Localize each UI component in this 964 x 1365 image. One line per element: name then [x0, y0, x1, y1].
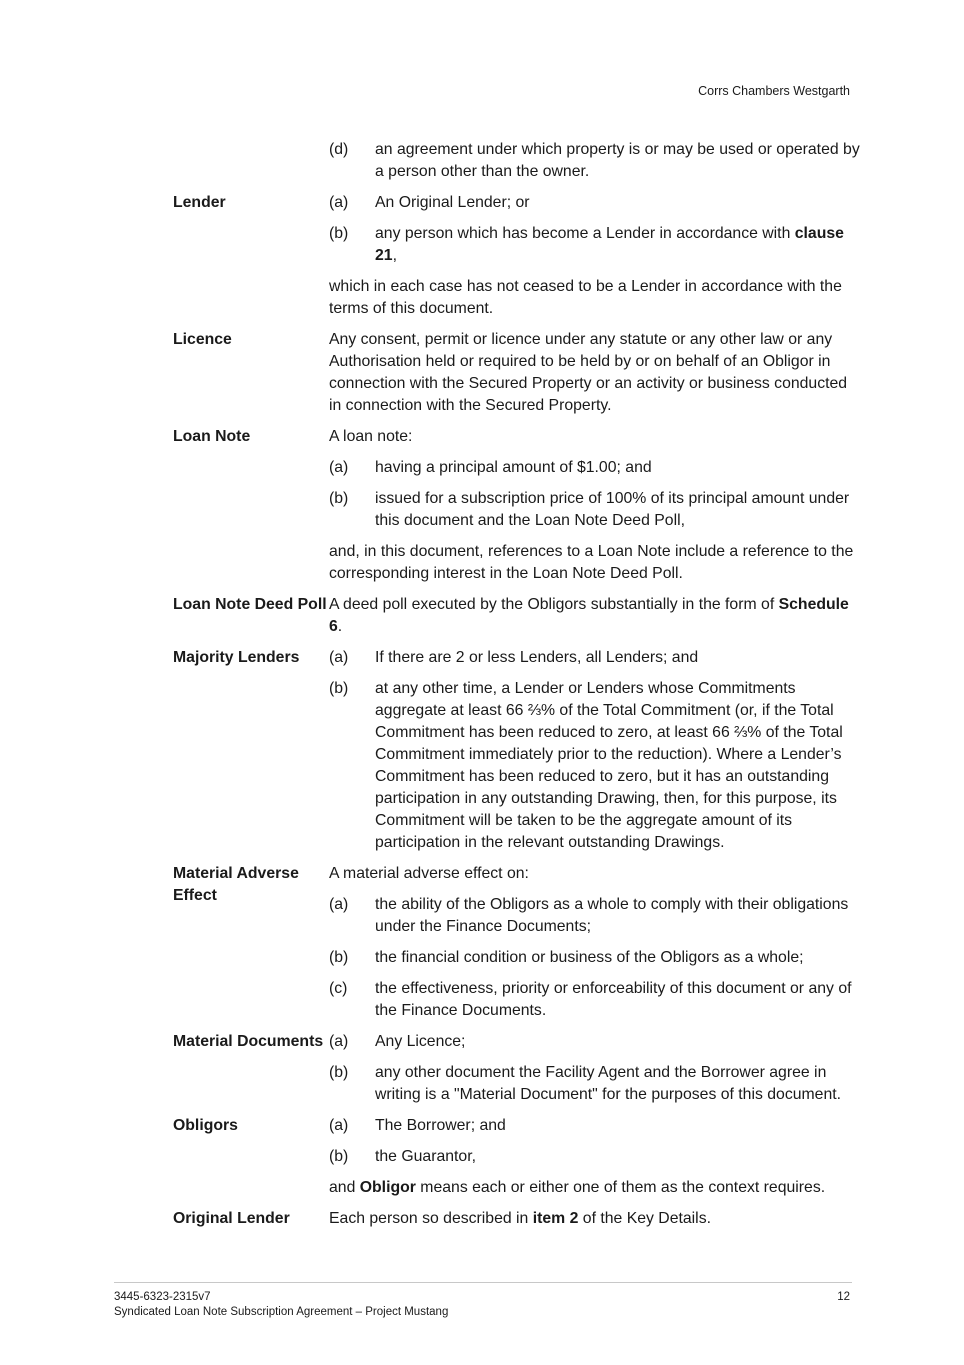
definition-term: Lender: [173, 194, 226, 211]
item-label: (a): [329, 194, 349, 211]
item-label: (a): [329, 459, 349, 476]
definition-text: A deed poll executed by the Obligors substantially in the form of Schedule 6.: [329, 596, 849, 635]
item-text: issued for a subscription price of 100% of its principal amount under this document and the Loan Note Deed Poll,: [375, 490, 850, 529]
item-label: (b): [329, 225, 349, 242]
item-text: An Original Lender; or: [375, 194, 530, 211]
definition-material-documents: [173, 1031, 863, 1106]
definition-tail: and Obligor means each or either one of them as the context requires.: [329, 1179, 826, 1196]
item-label: (c): [329, 980, 348, 997]
definition-material-adverse-effect: [173, 863, 863, 1022]
definition-licence: [173, 329, 863, 417]
list-item: [329, 647, 861, 669]
list-item: [329, 457, 861, 479]
item-text: the Guarantor,: [375, 1148, 476, 1165]
definition-tail: and, in this document, references to a Loan Note include a reference to the corresponding interest in the Loan Note Deed Poll.: [329, 543, 854, 582]
definition-obligors: [173, 1115, 863, 1199]
list-item: [329, 947, 861, 969]
definition-loan-note-deed-poll: [173, 594, 863, 638]
list-item: [329, 678, 861, 854]
list-item: [329, 139, 861, 183]
list-item: [329, 1146, 861, 1168]
item-label: (a): [329, 896, 349, 913]
definition-tail: which in each case has not ceased to be a Lender in accordance with the terms of this document.: [329, 278, 842, 317]
item-text: The Borrower; and: [375, 1117, 506, 1134]
definition-text: Each person so described in item 2 of the Key Details.: [329, 1210, 711, 1227]
item-text: having a principal amount of $1.00; and: [375, 459, 652, 476]
list-item: [329, 488, 861, 532]
definition-term: Licence: [173, 331, 232, 348]
schedule-reference: Schedule 6: [329, 596, 849, 635]
item-text: the ability of the Obligors as a whole to comply with their obligations under the Finance Documents;: [375, 896, 849, 935]
definition-continuation: [173, 139, 863, 183]
list-item: [329, 1031, 861, 1053]
definition-loan-note: [173, 426, 863, 585]
definition-lender: [173, 192, 863, 320]
footer-divider: [114, 1282, 852, 1283]
list-item: [329, 192, 861, 214]
footer-doc-id: 3445-6323-2315v7: [114, 1291, 211, 1303]
definition-original-lender: [173, 1208, 863, 1230]
item-label: (b): [329, 490, 349, 507]
item-label: (b): [329, 680, 349, 697]
clause-reference: clause 21: [375, 225, 844, 264]
footer-left: [114, 1290, 448, 1320]
item-text: an agreement under which property is or may be used or operated by a person other than the owner.: [375, 141, 860, 180]
item-text: the financial condition or business of the Obligors as a whole;: [375, 949, 804, 966]
footer-doc-title: Syndicated Loan Note Subscription Agreement – Project Mustang: [114, 1306, 449, 1318]
item-label: (a): [329, 1033, 349, 1050]
definition-majority-lenders: [173, 647, 863, 854]
definition-text: Any consent, permit or licence under any statute or any other law or any Authorisation held or required to be held by or on behalf of an Obligor in connection with the Secured Property or an activity or business conducted in connection with the Secured Property.: [329, 331, 848, 414]
defined-term: Obligor: [359, 1179, 416, 1196]
definition-term: Material Documents: [173, 1033, 324, 1050]
list-item: [329, 1062, 861, 1106]
definition-term: Original Lender: [173, 1210, 290, 1227]
item-label: (a): [329, 649, 349, 666]
list-item: [329, 223, 861, 267]
item-text: Any Licence;: [375, 1033, 466, 1050]
definitions-content: [173, 139, 863, 1239]
item-text: at any other time, a Lender or Lenders whose Commitments aggregate at least 66 ⅔% of the Total Commitment (or, if the Total Commitment has been reduced to zero, at least 66 ⅔% of the Total Commitment immediately prior to the reduction). Where a Lender’s Commitment has been reduced to zero, but it has an outstanding participation in any outstanding Drawing, then, for this purpose, its Commitment will be taken to be the aggregate amount of its participation in the relevant outstanding Drawings.: [375, 680, 843, 851]
definition-term: Obligors: [173, 1117, 238, 1134]
list-item: [329, 1115, 861, 1137]
definition-term: Loan Note: [173, 428, 251, 445]
item-reference: item 2: [532, 1210, 579, 1227]
list-item: [329, 894, 861, 938]
definition-term: Material Adverse Effect: [173, 865, 299, 904]
item-label: (b): [329, 949, 349, 966]
definition-term: Majority Lenders: [173, 649, 300, 666]
item-text: any person which has become a Lender in accordance with clause 21,: [375, 225, 844, 264]
item-text: any other document the Facility Agent and the Borrower agree in writing is a "Material Document" for the purposes of this document.: [375, 1064, 842, 1103]
definition-intro: A loan note:: [329, 428, 413, 445]
item-text: the effectiveness, priority or enforceability of this document or any of the Finance Documents.: [375, 980, 852, 1019]
item-label: (b): [329, 1064, 349, 1081]
item-text: If there are 2 or less Lenders, all Lenders; and: [375, 649, 699, 666]
item-label: (b): [329, 1148, 349, 1165]
page-number: 12: [837, 1291, 850, 1303]
item-label: (d): [329, 141, 349, 158]
item-label: (a): [329, 1117, 349, 1134]
list-item: [329, 978, 861, 1022]
definition-intro: A material adverse effect on:: [329, 865, 529, 882]
header-firm-name: Corrs Chambers Westgarth: [698, 84, 850, 98]
definition-term: Loan Note Deed Poll: [173, 596, 327, 613]
